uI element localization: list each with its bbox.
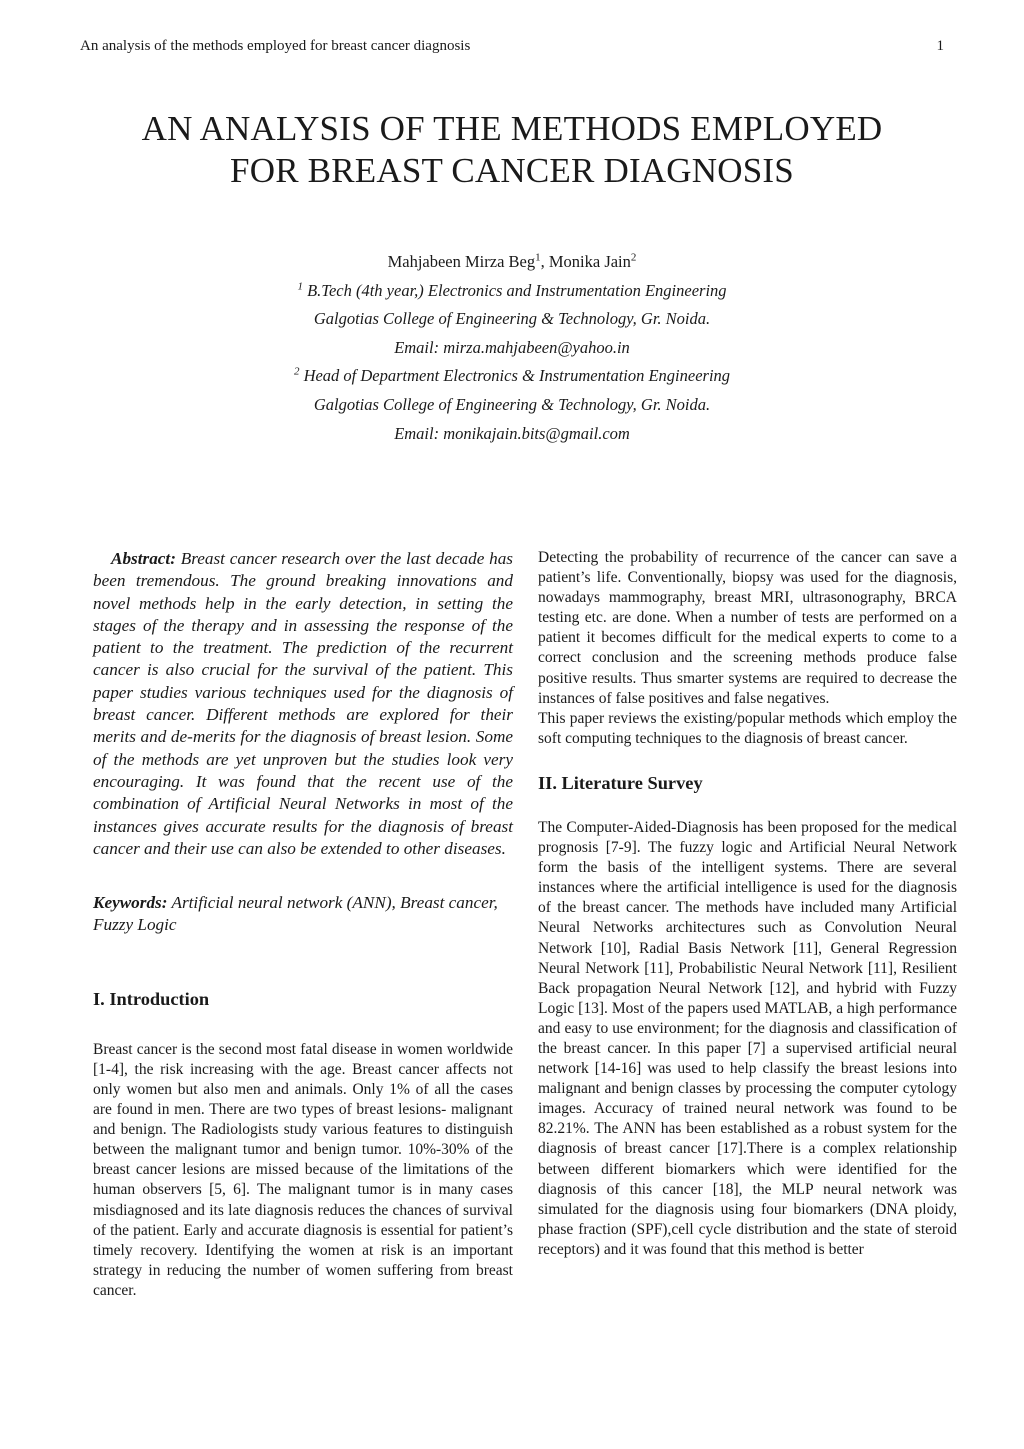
affiliation-1-line-1 xyxy=(0,277,1024,306)
page-number: 1 xyxy=(936,38,944,54)
keywords-text: Artificial neural network (ANN), Breast cancer, Fuzzy Logic xyxy=(93,893,498,935)
abstract-text: Breast cancer research over the last decade has been tremendous. The ground breaking innovations and novel methods help in the early detection, in setting the stages of the therapy and in assessing the response of the patient to the treatment. The prediction of the recurrent cancer is also crucial for the survival of the patient. This paper studies various techniques used for the diagnosis of breast cancer. Different methods are explored for their merits and de-merits for the diagnosis of breast lesion. Some of the methods are yet unproven but the studies look very encouraging. It was found that the recent use of the combination of Artificial Neural Networks in most of the instances gives accurate results for the diagnosis of breast cancer and their use can also be extended to other diseases. xyxy=(93,549,513,858)
paper-title-line-1: AN ANALYSIS OF THE METHODS EMPLOYED xyxy=(141,109,883,148)
author-1-name: Mahjabeen Mirza Beg xyxy=(387,252,536,271)
introduction-paragraph: Breast cancer is the second most fatal disease in women worldwide [1-4], the risk increasing with the age. Breast cancer affects not only women but also men and animals. Only 1% of all the cases are found in men. There are two types of breast lesions- malignant and benign. The Radiologists study various features to distinguish between the malignant tumor and benign tumor. 10%-30% of the breast cancer lesions are missed because of the limitations of the human observers [5, 6]. The malignant tumor is in many cases misdiagnosed and its late diagnosis reduces the chances of survival of the patient. Early and accurate diagnosis is essential for patient’s timely recovery. Identifying the women at risk is an important strategy in reducing the number of women suffering from breast cancer. xyxy=(93,1040,513,1299)
section-heading-introduction: I. Introduction xyxy=(93,988,210,1009)
literature-survey-paragraph: The Computer-Aided-Diagnosis has been proposed for the medical prognosis [7-9]. The fuzzy logic and Artificial Neural Network form the basis of the intelligent systems. There are several instances where the artificial intelligence is used for the diagnosis of the breast cancer. The methods have included many Artificial Neural Networks architectures such as Convolution Neural Network [10], Radial Basis Network [11], General Regression Neural Network [11], Probabilistic Neural Network [11], Resilient Back propagation Neural Network [12], and hybrid with Fuzzy Logic [13]. Most of the papers used MATLAB, a high performance and easy to use environment; for the diagnosis and classification of the breast cancer. In this paper [7] a supervised artificial neural network [14-16] was used to help classify the breast lesions into malignant and benign classes by processing the computer cytology images. Accuracy of trained neural network was found to be 82.21%. The ANN has been established as a robust system for the diagnosis of breast cancer [17].There is a complex relationship between different biomarkers which were identified for the diagnosis of this cancer [18], the MLP neural network was simulated for the diagnosis using four biomarkers (DNA ploidy, phase fraction (SPF),cell cycle distribution and the state of steroid receptors) and it was found that this method is better xyxy=(538,818,957,1258)
keywords xyxy=(93,892,513,937)
author-1-superscript: 1 xyxy=(535,251,541,264)
author-separator: , xyxy=(540,252,549,271)
section-heading-literature-survey: II. Literature Survey xyxy=(538,772,703,793)
author-2-superscript: 2 xyxy=(630,251,637,264)
right-column xyxy=(538,548,957,1260)
affiliation-2-superscript: 2 xyxy=(293,365,300,378)
affiliation-1-line-2: Galgotias College of Engineering & Technology, Gr. Noida. xyxy=(313,309,711,329)
author-2-email: Email: monikajain.bits@gmail.com xyxy=(394,423,630,443)
running-header-title: An analysis of the methods employed for breast cancer diagnosis xyxy=(80,38,471,54)
keywords-label: Keywords: xyxy=(93,893,168,913)
right-column-paragraph-2: This paper reviews the existing/popular methods which employ the soft computing techniques to the diagnosis of breast cancer. xyxy=(538,709,957,747)
paper-title-line-2: FOR BREAST CANCER DIAGNOSIS xyxy=(230,151,794,190)
paper-title xyxy=(0,108,1024,192)
affiliation-1-program: B.Tech (4th year,) Electronics and Instrumentation Engineering xyxy=(302,280,727,300)
author-block xyxy=(0,248,1024,448)
author-2-name: Monika Jain xyxy=(548,252,631,271)
affiliation-1-superscript: 1 xyxy=(297,280,303,293)
left-column xyxy=(93,548,513,1301)
affiliation-2-position: Head of Department Electronics & Instrumentation Engineering xyxy=(299,366,731,386)
affiliation-2-line-1 xyxy=(0,362,1024,391)
abstract xyxy=(93,548,513,860)
affiliation-2-line-2: Galgotias College of Engineering & Technology, Gr. Noida. xyxy=(313,394,711,414)
author-names xyxy=(0,248,1024,277)
author-1-email: Email: mirza.mahjabeen@yahoo.in xyxy=(394,337,630,357)
abstract-label: Abstract: xyxy=(111,549,176,568)
right-column-paragraph-1: Detecting the probability of recurrence of the cancer can save a patient’s life. Conventionally, biopsy was used for the diagnosis, nowadays mammography, breast MRI, ultrasonography, BRCA testing etc. are done. When a number of tests are performed on a patient it becomes difficult for the medical experts to come to a correct conclusion and the screening methods produce false positive results. Thus smarter systems are required to decrease the instances of false positives and false negatives. xyxy=(538,549,957,707)
